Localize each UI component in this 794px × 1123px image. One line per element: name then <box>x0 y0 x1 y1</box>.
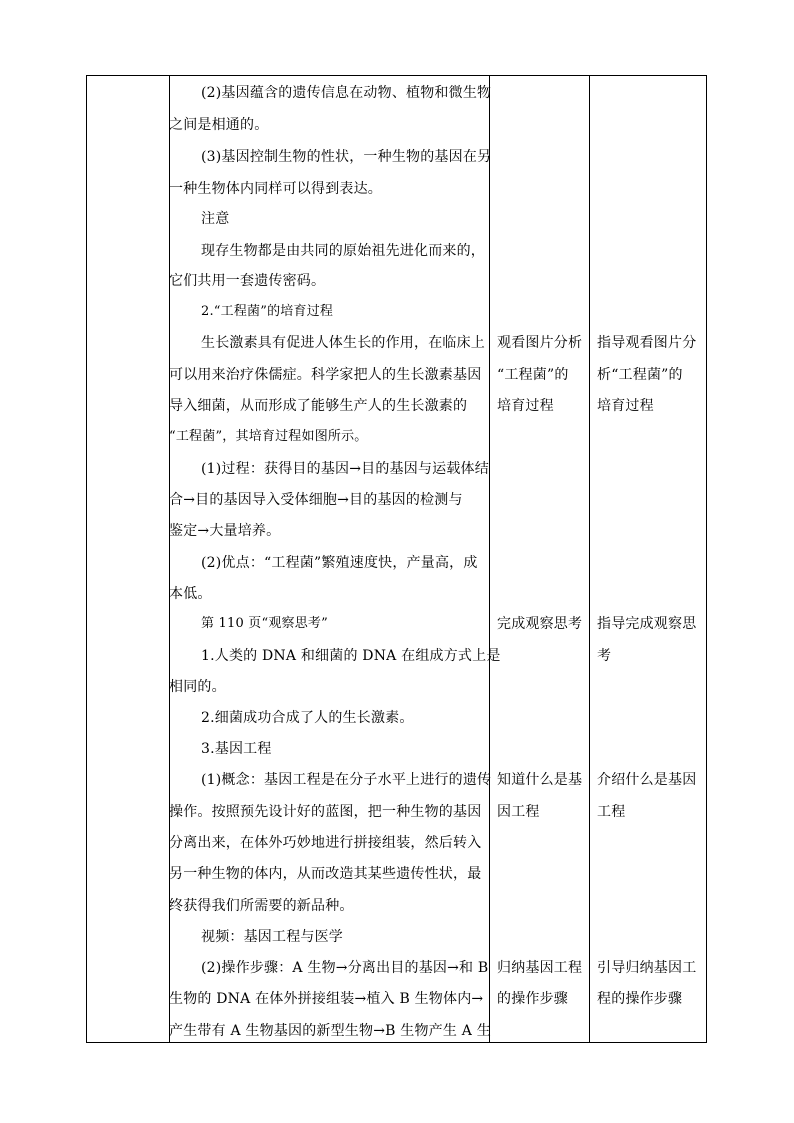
section-heading: 3.基因工程 <box>201 741 272 757</box>
content-line: 生长激素具有促进人体生长的作用，在临床上 <box>201 335 485 351</box>
content-line: 相同的。 <box>169 679 226 695</box>
content-line: 它们共用一套遗传密码。 <box>169 273 326 289</box>
student-activity-line: 观看图片分析 <box>497 335 583 351</box>
content-line: 可以用来治疗侏儒症。科学家把人的生长激素基因 <box>169 367 482 383</box>
student-activity-line: 培育过程 <box>497 398 554 414</box>
student-activity-line: 归纳基因工程 <box>497 960 583 976</box>
student-activity-line: 知道什么是基 <box>497 772 583 788</box>
content-line: (1)过程：获得目的基因→目的基因与运载体结 <box>201 461 489 477</box>
student-activity-line: 的操作步骤 <box>497 991 568 1007</box>
content-line: 2.细菌成功合成了人的生长激素。 <box>201 710 414 726</box>
content-line: (3)基因控制生物的性状，一种生物的基因在另 <box>201 149 492 165</box>
content-line: (1)概念：基因工程是在分子水平上进行的遗传 <box>201 772 492 788</box>
content-line: 生物的 DNA 在体外拼接组装→植入 B 生物体内→ <box>169 991 484 1007</box>
teacher-activity-line: 工程 <box>597 804 626 820</box>
student-activity-line: 完成观察思考 <box>497 616 583 632</box>
teacher-activity-line: 考 <box>597 648 612 664</box>
section-heading: 第 110 页“观察思考” <box>201 616 328 631</box>
section-heading: 2.“工程菌”的培育过程 <box>201 304 334 319</box>
content-line: 现存生物都是由共同的原始祖先进化而来的， <box>201 243 485 259</box>
content-line: 导入细菌，从而形成了能够生产人的生长激素的 <box>169 398 468 414</box>
content-line: 终获得我们所需要的新品种。 <box>169 898 354 914</box>
teacher-activity-line: 介绍什么是基因 <box>597 772 697 788</box>
content-line: 分离出来，在体外巧妙地进行拼接组装，然后转入 <box>169 835 482 851</box>
note-heading: 注意 <box>201 211 230 227</box>
content-line: (2)操作步骤：A 生物→分离出目的基因→和 B <box>201 960 489 976</box>
content-line: 操作。按照预先设计好的蓝图，把一种生物的基因 <box>169 804 482 820</box>
video-heading: 视频：基因工程与医学 <box>201 929 343 945</box>
content-line: 之间是相通的。 <box>169 117 269 133</box>
content-line: “工程菌”，其培育过程如图所示。 <box>169 429 368 444</box>
teacher-activity-line: 析“工程菌”的 <box>597 367 683 383</box>
lesson-table <box>86 75 707 1043</box>
student-activity-line: “工程菌”的 <box>497 367 569 383</box>
teacher-activity-line: 程的操作步骤 <box>597 991 683 1007</box>
content-line: 另一种生物的体内，从而改造其某些遗传性状，最 <box>169 866 482 882</box>
content-line: 一种生物体内同样可以得到表达。 <box>169 181 382 197</box>
content-line: 1.人类的 DNA 和细菌的 DNA 在组成方式上是 <box>201 648 501 664</box>
teacher-activity-line: 引导归纳基因工 <box>597 960 697 976</box>
content-line: (2)优点：“工程菌”繁殖速度快，产量高，成 <box>201 555 478 571</box>
content-line: 本低。 <box>169 586 212 602</box>
teacher-activity-line: 指导观看图片分 <box>597 335 697 351</box>
content-line: (2)基因蕴含的遗传信息在动物、植物和微生物 <box>201 85 492 101</box>
column-divider <box>489 76 490 1042</box>
student-activity-line: 因工程 <box>497 804 540 820</box>
content-line: 产生带有 A 生物基因的新型生物→B 生物产生 A 生 <box>169 1023 491 1039</box>
content-line: 鉴定→大量培养。 <box>169 523 281 539</box>
teacher-activity-line: 指导完成观察思 <box>597 616 697 632</box>
column-divider <box>589 76 590 1042</box>
teacher-activity-line: 培育过程 <box>597 398 654 414</box>
content-line: 合→目的基因导入受体细胞→目的基因的检测与 <box>169 492 463 508</box>
